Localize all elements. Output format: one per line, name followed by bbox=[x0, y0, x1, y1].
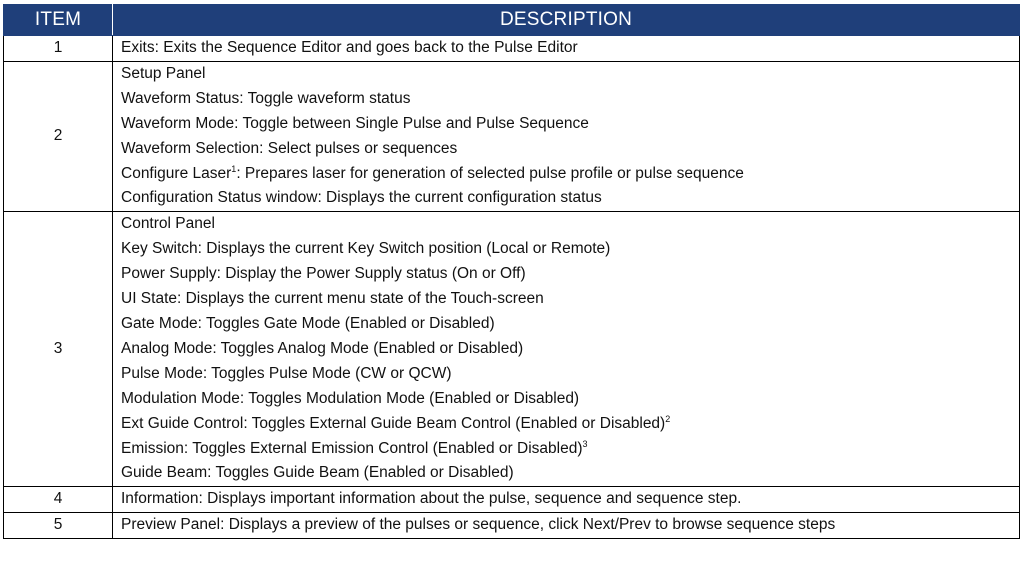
description-line: Preview Panel: Displays a preview of the pulses or sequence, click Next/Prev to browse sequence steps bbox=[121, 516, 836, 534]
description-line-text: Ext Guide Control: Toggles External Guide Beam Control (Enabled or Disabled) bbox=[121, 414, 666, 432]
table-row bbox=[4, 487, 1020, 513]
description-line: Configuration Status window: Displays the current configuration status bbox=[121, 189, 602, 207]
description-line: Setup Panel bbox=[121, 64, 206, 82]
description-line: Waveform Mode: Toggle between Single Pulse and Pulse Sequence bbox=[121, 114, 589, 132]
description-line: Control Panel bbox=[121, 215, 215, 233]
description-line: Guide Beam: Toggles Guide Beam (Enabled or Disabled) bbox=[121, 464, 514, 482]
table-row bbox=[4, 36, 1020, 62]
description-line: Power Supply: Display the Power Supply status (On or Off) bbox=[121, 265, 526, 283]
item-number-cell: 2 bbox=[4, 61, 113, 211]
description-cell bbox=[113, 212, 1020, 487]
description-cell bbox=[113, 513, 1020, 539]
footnote-marker: 1 bbox=[231, 163, 237, 174]
description-line: Modulation Mode: Toggles Modulation Mode (Enabled or Disabled) bbox=[121, 389, 580, 407]
item-number-cell: 4 bbox=[4, 487, 113, 513]
item-number-cell: 5 bbox=[4, 513, 113, 539]
description-cell bbox=[113, 61, 1020, 211]
table-body bbox=[4, 36, 1020, 539]
table-row bbox=[4, 61, 1020, 211]
table-row bbox=[4, 212, 1020, 487]
item-description-table bbox=[3, 4, 1020, 539]
footnote-marker: 3 bbox=[582, 438, 588, 449]
footnote-marker: 2 bbox=[665, 413, 671, 424]
description-line: Gate Mode: Toggles Gate Mode (Enabled or Disabled) bbox=[121, 314, 495, 332]
description-line-text: Emission: Toggles External Emission Control (Enabled or Disabled) bbox=[121, 439, 583, 457]
description-cell bbox=[113, 36, 1020, 62]
description-line: Pulse Mode: Toggles Pulse Mode (CW or QCW) bbox=[121, 364, 452, 382]
item-column-header: ITEM bbox=[4, 5, 113, 36]
description-line: Waveform Status: Toggle waveform status bbox=[121, 89, 411, 107]
description-line: Exits: Exits the Sequence Editor and goes back to the Pulse Editor bbox=[121, 39, 578, 56]
description-line: Analog Mode: Toggles Analog Mode (Enabled or Disabled) bbox=[121, 339, 524, 357]
table-row bbox=[4, 513, 1020, 539]
description-line bbox=[121, 412, 1019, 437]
table-header-row bbox=[4, 5, 1020, 36]
description-line: UI State: Displays the current menu state of the Touch-screen bbox=[121, 290, 544, 308]
description-cell bbox=[113, 487, 1020, 513]
description-line: Waveform Selection: Select pulses or sequences bbox=[121, 139, 458, 157]
description-line bbox=[121, 437, 1019, 462]
description-line-text: : Prepares laser for generation of selected pulse profile or pulse sequence bbox=[236, 164, 744, 182]
item-description-table-wrapper bbox=[3, 4, 1019, 539]
description-line-text: Configure Laser bbox=[121, 164, 232, 182]
item-number-cell: 1 bbox=[4, 36, 113, 62]
item-number-cell: 3 bbox=[4, 212, 113, 487]
description-column-header: DESCRIPTION bbox=[113, 5, 1020, 36]
description-line: Key Switch: Displays the current Key Switch position (Local or Remote) bbox=[121, 240, 611, 258]
description-line bbox=[121, 162, 1019, 187]
description-line: Information: Displays important information about the pulse, sequence and sequence step. bbox=[121, 490, 742, 508]
